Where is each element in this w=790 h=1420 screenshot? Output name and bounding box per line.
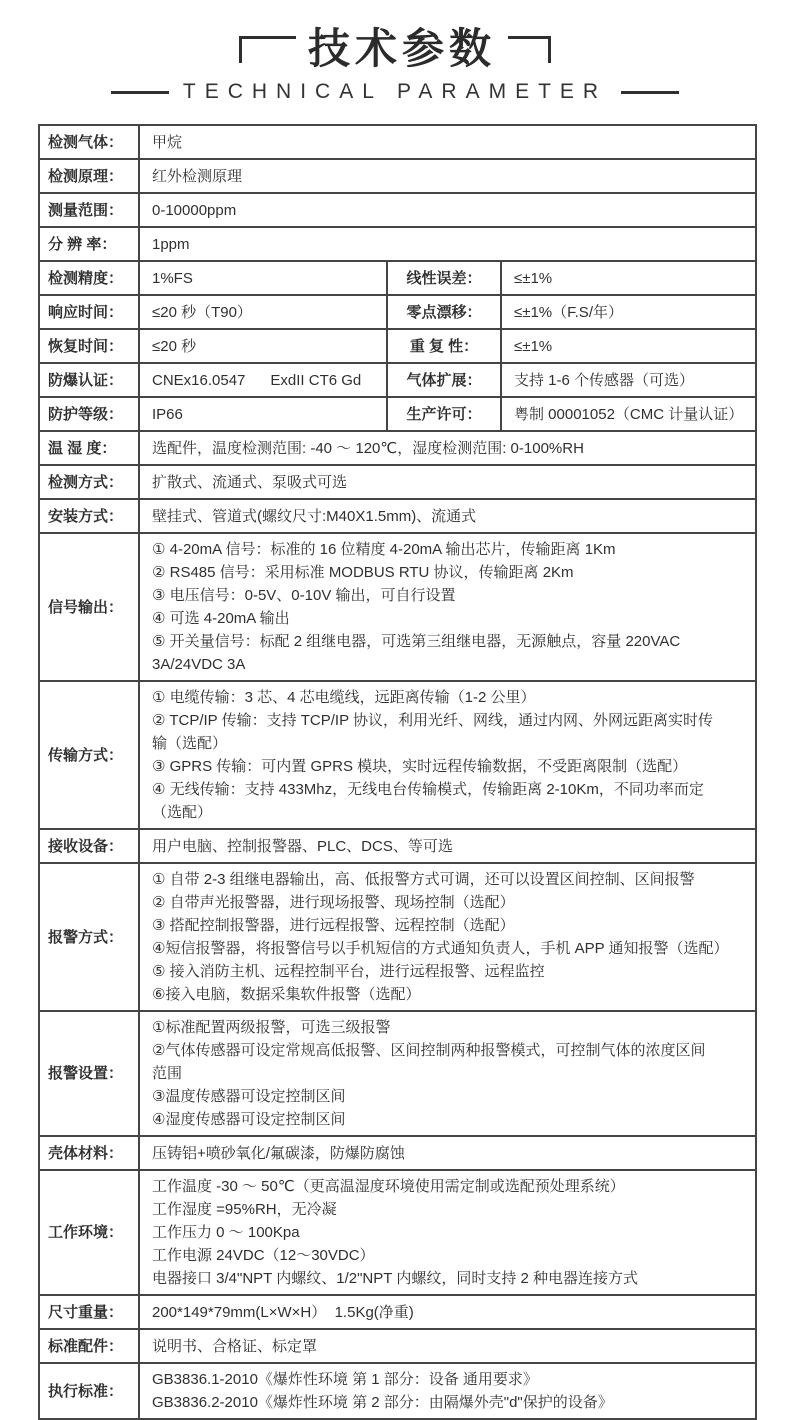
row-value-2: 支持 1-6 个传感器（可选） [500, 364, 755, 396]
value-line: ② RS485 信号：采用标准 MODBUS RTU 协议，传输距离 2Km [152, 564, 574, 581]
value-line: ② TCP/IP 传输：支持 TCP/IP 协议，利用光纤、网线，通过内网、外网远距离实时传 [152, 712, 713, 729]
title-bracket-right-icon [508, 36, 551, 63]
row-value: 壁挂式、管道式(螺纹尺寸:M40X1.5mm)、流通式 [138, 500, 755, 532]
table-row [40, 532, 755, 680]
value-line: ④ 可选 4-20mA 输出 [152, 610, 290, 627]
row-value: 1%FS [138, 262, 386, 294]
row-label: 传输方式： [48, 746, 124, 764]
row-value: 200*149*79mm(L×W×H） 1.5Kg(净重) [138, 1296, 755, 1328]
row-value: 压铸铝+喷砂氧化/氟碳漆，防爆防腐蚀 [138, 1137, 755, 1169]
table-row [40, 396, 755, 430]
value-line: 工作压力 0 ～ 100Kpa [152, 1224, 300, 1241]
value-line: 工作温度 -30 ～ 50℃（更高温湿度环境使用需定制或选配预处理系统） [152, 1178, 625, 1195]
page-subtitle: TECHNICAL PARAMETER [182, 80, 608, 103]
row-label: 恢复时间： [48, 337, 124, 355]
row-label-2: 零点漂移： [386, 296, 500, 328]
row-value [138, 864, 755, 1010]
table-row [40, 192, 755, 226]
row-value: 选配件，温度检测范围: -40 ～ 120℃，湿度检测范围: 0-100%RH [138, 432, 755, 464]
row-label: 尺寸重量： [48, 1303, 124, 1321]
value-line: 工作湿度 =95%RH，无冷凝 [152, 1201, 337, 1218]
row-value: 红外检测原理 [138, 160, 755, 192]
row-label: 安装方式： [48, 507, 124, 525]
value-line: 3A/24VDC 3A [152, 656, 246, 673]
row-label-2: 生产许可： [386, 398, 500, 430]
value-line: ⑥接入电脑，数据采集软件报警（选配） [152, 986, 421, 1003]
row-value: 扩散式、流通式、泵吸式可选 [138, 466, 755, 498]
table-row [40, 226, 755, 260]
value-line: 电器接口 3/4"NPT 内螺纹、1/2"NPT 内螺纹，同时支持 2 种电器连接方式 [152, 1270, 638, 1287]
value-line: 工作电源 24VDC（12～30VDC） [152, 1247, 375, 1264]
row-value: 1ppm [138, 228, 755, 260]
row-label: 检测原理： [48, 167, 124, 185]
subtitle-line-right [621, 91, 679, 94]
table-row [40, 1328, 755, 1362]
row-label: 响应时间： [48, 303, 124, 321]
value-line: ②气体传感器可设定常规高低报警、区间控制两种报警模式，可控制气体的浓度区间 [152, 1042, 706, 1059]
table-row [40, 498, 755, 532]
table-row [40, 260, 755, 294]
table-row [40, 828, 755, 862]
value-line: GB3836.1-2010《爆炸性环境 第 1 部分：设备 通用要求》 [152, 1371, 538, 1388]
table-row [40, 294, 755, 328]
value-line: ③ GPRS 传输：可内置 GPRS 模块，实时远程传输数据，不受距离限制（选配） [152, 758, 688, 775]
value-line: ① 4-20mA 信号：标准的 16 位精度 4-20mA 输出芯片，传输距离 1Km [152, 541, 616, 558]
row-value: CNEx16.0547 ExdII CT6 Gd [138, 364, 386, 396]
row-label: 信号输出： [48, 598, 124, 616]
row-label: 报警设置： [48, 1065, 124, 1082]
value-line: GB3836.2-2010《爆炸性环境 第 2 部分：由隔爆外壳"d"保护的设备》 [152, 1394, 613, 1411]
subtitle-line-left [111, 91, 169, 94]
row-value-2: ≤±1%（F.S/年） [500, 296, 755, 328]
value-line: ⑤ 接入消防主机、远程控制平台，进行远程报警、远程监控 [152, 963, 545, 980]
table-row [40, 1169, 755, 1294]
table-row [40, 126, 755, 158]
row-value: 0-10000ppm [138, 194, 755, 226]
row-value [138, 682, 755, 828]
row-value-2: ≤±1% [500, 262, 755, 294]
value-line: ① 自带 2-3 组继电器输出，高、低报警方式可调，还可以设置区间控制、区间报警 [152, 871, 695, 888]
row-label: 检测方式： [48, 473, 124, 491]
page-title: 技术参数 [307, 25, 496, 72]
table-row [40, 1362, 755, 1418]
value-line: ③温度传感器可设定控制区间 [152, 1088, 346, 1105]
row-label-2: 气体扩展： [386, 364, 500, 396]
value-line: 输（选配） [152, 735, 228, 752]
row-label: 标准配件： [48, 1337, 124, 1355]
value-line: ② 自带声光报警器，进行现场报警、现场控制（选配） [152, 894, 515, 911]
subtitle-block [0, 80, 790, 104]
row-value: 说明书、合格证、标定罩 [138, 1330, 755, 1362]
value-line: ③ 电压信号：0-5V、0-10V 输出，可自行设置 [152, 587, 456, 604]
row-value-2: 粤制 00001052（CMC 计量认证） [500, 398, 755, 430]
row-value: ≤20 秒（T90） [138, 296, 386, 328]
row-value: ≤20 秒 [138, 330, 386, 362]
table-row [40, 328, 755, 362]
row-label: 工作环境： [48, 1224, 124, 1241]
row-label: 防护等级： [48, 405, 124, 423]
table-row [40, 1294, 755, 1328]
table-row [40, 1135, 755, 1169]
row-label: 执行标准： [48, 1382, 124, 1400]
table-row [40, 862, 755, 1010]
title-bracket-left-icon [239, 36, 296, 63]
row-label: 分 辨 率： [48, 235, 117, 253]
row-label: 防爆认证： [48, 371, 124, 389]
value-line: ④ 无线传输：支持 433Mhz，无线电台传输模式，传输距离 2-10Km，不同功率而定 [152, 781, 704, 798]
row-value [138, 534, 755, 680]
table-row [40, 464, 755, 498]
spec-table [38, 124, 757, 1420]
title-block [0, 26, 790, 72]
row-label: 检测气体： [48, 133, 124, 151]
value-line: ③ 搭配控制报警器，进行远程报警、远程控制（选配） [152, 917, 515, 934]
row-value [138, 1364, 755, 1418]
table-row [40, 680, 755, 828]
value-line: ④短信报警器，将报警信号以手机短信的方式通知负责人，手机 APP 通知报警（选配） [152, 940, 729, 957]
row-label: 检测精度： [48, 269, 124, 287]
row-value: 甲烷 [138, 126, 755, 158]
table-row [40, 1010, 755, 1135]
value-line: 范围 [152, 1065, 183, 1082]
row-label-2: 重 复 性： [386, 330, 500, 362]
row-label: 接收设备： [48, 837, 124, 855]
row-label: 壳体材料： [48, 1144, 124, 1162]
row-value [138, 1012, 755, 1135]
row-label: 报警方式： [48, 928, 124, 946]
table-row [40, 158, 755, 192]
row-value: IP66 [138, 398, 386, 430]
value-line: （选配） [152, 804, 213, 821]
value-line: ④湿度传感器可设定控制区间 [152, 1111, 346, 1128]
row-label: 测量范围： [48, 201, 124, 219]
value-line: ⑤ 开关量信号：标配 2 组继电器，可选第三组继电器，无源触点，容量 220VAC [152, 633, 681, 650]
row-value [138, 1171, 755, 1294]
row-value-2: ≤±1% [500, 330, 755, 362]
value-line: ①标准配置两级报警，可选三级报警 [152, 1019, 391, 1036]
row-label-2: 线性误差： [386, 262, 500, 294]
row-value: 用户电脑、控制报警器、PLC、DCS、等可选 [138, 830, 755, 862]
page-header [0, 0, 790, 104]
table-row [40, 430, 755, 464]
value-line: ① 电缆传输：3 芯、4 芯电缆线，远距离传输（1-2 公里） [152, 689, 536, 706]
row-label: 温 湿 度： [48, 439, 117, 457]
table-row [40, 362, 755, 396]
